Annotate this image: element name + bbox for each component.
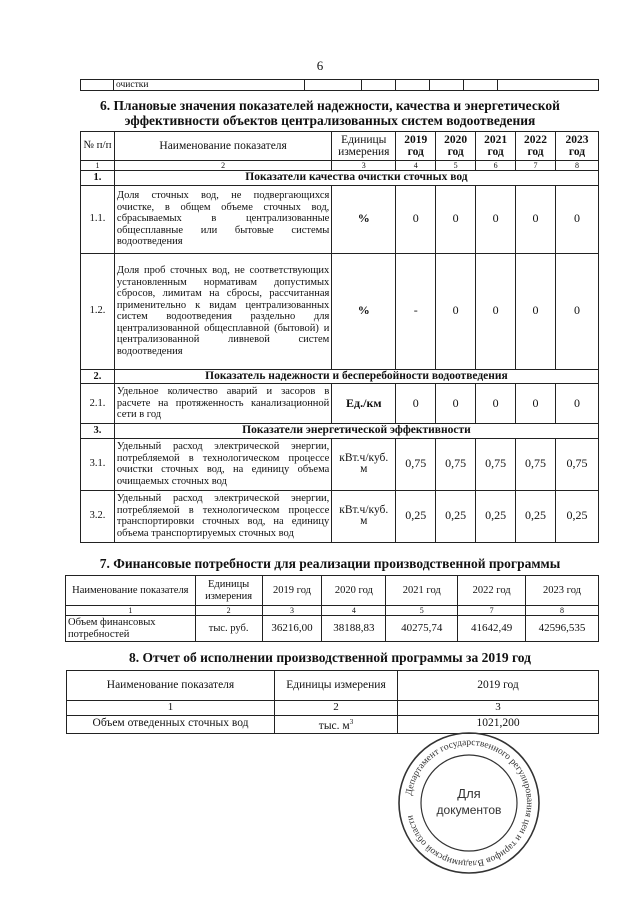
header-year-2023: 2023 год (556, 132, 599, 161)
value-cell: 0,25 (436, 490, 476, 542)
index-cell: 2 (275, 701, 398, 716)
header-year-2020: 2020 год (436, 132, 476, 161)
index-cell: 1 (66, 606, 196, 616)
header-name: Наименование показателя (67, 671, 275, 701)
value-cell: 0,25 (396, 490, 436, 542)
group-row (81, 369, 599, 384)
row-unit: тыс. руб. (195, 616, 262, 642)
header-year-2021: 2021 год (476, 132, 516, 161)
report-header-row (67, 671, 599, 701)
group-row (81, 171, 599, 186)
value-cell: 0 (516, 384, 556, 424)
row-name: Объем финансовых потребностей (66, 616, 196, 642)
index-cell: 7 (458, 606, 526, 616)
index-cell: 8 (556, 161, 599, 171)
value-cell: 0,75 (516, 438, 556, 490)
value-cell: 36216,00 (262, 616, 322, 642)
value-cell: 0 (556, 253, 599, 369)
section8-title: 8. Отчет об исполнении производственной программы за 2019 год (129, 650, 531, 665)
value-cell: 38188,83 (322, 616, 386, 642)
index-row (81, 161, 599, 171)
index-cell: 4 (322, 606, 386, 616)
index-cell: 3 (398, 701, 599, 716)
financial-table (65, 575, 599, 642)
table-row (81, 384, 599, 424)
value-cell: 0 (476, 253, 516, 369)
value-cell: 0 (436, 253, 476, 369)
row-name: Удельное количество аварий и засоров в расчете на протяженность канализационной сети в год (114, 384, 331, 424)
row-unit-sup: 3 (349, 717, 354, 726)
section7-title: 7. Финансовые потребности для реализации производственной программы (99, 556, 561, 571)
row-unit: кВт.ч/куб. м (332, 438, 396, 490)
index-row (67, 701, 599, 716)
table-row (81, 438, 599, 490)
value-cell: 0,25 (556, 490, 599, 542)
group-num: 1. (81, 171, 115, 186)
header-year-2019: 2019 год (396, 132, 436, 161)
group-row (81, 424, 599, 439)
value-cell: 0,75 (556, 438, 599, 490)
value-cell: 0,75 (476, 438, 516, 490)
row-name: Удельный расход электрической энергии, потребляемой в технологическом процессе транспортировки сточных вод, на единицу объема транспортируемых сточных вод (114, 490, 331, 542)
row-num: 3.2. (81, 490, 115, 542)
continued-table-fragment (80, 79, 599, 91)
table-row (66, 616, 599, 642)
indicators-header-row (81, 132, 599, 161)
row-unit: Ед./км (332, 384, 396, 424)
header-unit: Единицы измерения (195, 576, 262, 606)
row-num: 3.1. (81, 438, 115, 490)
header-year-2019: 2019 год (398, 671, 599, 701)
section6-title (60, 98, 600, 128)
value-cell: 0 (436, 384, 476, 424)
page-number: 6 (316, 58, 324, 73)
header-year-2019: 2019 год (262, 576, 322, 606)
table-row (81, 253, 599, 369)
value-cell: 0 (396, 384, 436, 424)
row-unit: тыс. м (318, 719, 350, 732)
financial-header-row (66, 576, 599, 606)
index-row (66, 606, 599, 616)
header-year-2022: 2022 год (458, 576, 526, 606)
row-unit-cell (275, 715, 398, 733)
row-num: 2.1. (81, 384, 115, 424)
index-cell: 2 (195, 606, 262, 616)
index-cell: 1 (81, 161, 115, 171)
value-cell: 0 (516, 253, 556, 369)
header-year-2021: 2021 год (386, 576, 458, 606)
value-cell: 0 (476, 384, 516, 424)
value-cell: - (396, 253, 436, 369)
index-cell: 3 (262, 606, 322, 616)
index-cell: 4 (396, 161, 436, 171)
row-unit: % (332, 253, 396, 369)
value-cell: 40275,74 (386, 616, 458, 642)
header-unit: Единицы измерения (332, 132, 396, 161)
group-title: Показатели качества очистки сточных вод (114, 171, 598, 186)
header-year-2023: 2023 год (526, 576, 599, 606)
index-cell: 1 (67, 701, 275, 716)
report-table (66, 670, 599, 734)
stamp-seal (394, 728, 544, 878)
row-name: Объем отведенных сточных вод (67, 715, 275, 733)
header-name: Наименование показателя (66, 576, 196, 606)
value-cell: 0,75 (436, 438, 476, 490)
index-cell: 5 (436, 161, 476, 171)
value-cell: 0,75 (396, 438, 436, 490)
section6-title-line2: эффективности объектов централизованных систем водоотведения (124, 113, 536, 128)
stamp-center-line2: документов (436, 803, 502, 817)
index-cell: 6 (476, 161, 516, 171)
table-row (81, 185, 599, 253)
stamp-center-line1: Для (457, 786, 481, 801)
value-cell: 1021,200 (398, 715, 599, 733)
value-cell: 0 (516, 185, 556, 253)
row-num: 1.2. (81, 253, 115, 369)
value-cell: 0 (556, 185, 599, 253)
table-row (81, 490, 599, 542)
value-cell: 0,25 (476, 490, 516, 542)
stamp-ring-text: Департамент государственного регулирования цен и тарифов Владимирской области (404, 737, 535, 869)
header-num: № п/п (81, 132, 115, 161)
fragment-text: очистки (114, 80, 305, 91)
value-cell: 0 (476, 185, 516, 253)
index-cell: 8 (526, 606, 599, 616)
indicators-table (80, 131, 599, 543)
value-cell: 0 (436, 185, 476, 253)
group-title: Показатели энергетической эффективности (114, 424, 598, 439)
row-unit: % (332, 185, 396, 253)
index-cell: 2 (114, 161, 331, 171)
group-title: Показатель надежности и бесперебойности водоотведения (114, 369, 598, 384)
index-cell: 5 (386, 606, 458, 616)
group-num: 3. (81, 424, 115, 439)
header-unit: Единицы измерения (275, 671, 398, 701)
index-cell: 7 (516, 161, 556, 171)
header-year-2020: 2020 год (322, 576, 386, 606)
value-cell: 0 (396, 185, 436, 253)
header-name: Наименование показателя (114, 132, 331, 161)
value-cell: 0 (556, 384, 599, 424)
row-unit: кВт.ч/куб. м (332, 490, 396, 542)
value-cell: 0,25 (516, 490, 556, 542)
index-cell: 3 (332, 161, 396, 171)
header-year-2022: 2022 год (516, 132, 556, 161)
row-num: 1.1. (81, 185, 115, 253)
group-num: 2. (81, 369, 115, 384)
value-cell: 41642,49 (458, 616, 526, 642)
row-name: Доля сточных вод, не подвергающихся очистке, в общем объеме сточных вод, сбрасываемых в централизованные общесплавные или бытовые системы водоотведения (114, 185, 331, 253)
row-name: Доля проб сточных вод, не соответствующих установленным нормативам допустимых сбросов, лимитам на сбросы, рассчитанная применительно к видам централизованных систем водоотведения раздельно для централизованной общесплавной (бытовой) и централизованной ливневой систем водоотведения (114, 253, 331, 369)
row-name: Удельный расход электрической энергии, потребляемой в технологическом процессе очистки сточных вод, на единицу объема очищаемых сточных вод (114, 438, 331, 490)
section6-title-line1: 6. Плановые значения показателей надежности, качества и энергетической (100, 98, 560, 113)
value-cell: 42596,535 (526, 616, 599, 642)
